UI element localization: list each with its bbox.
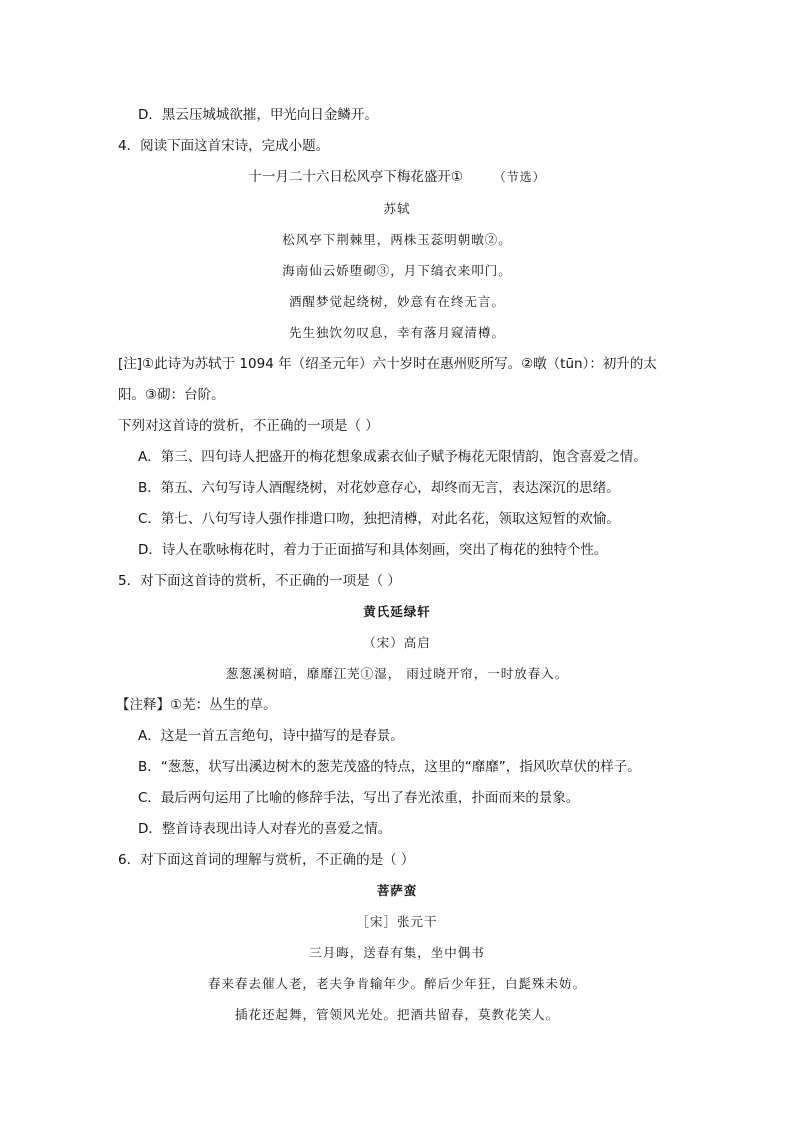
q5-note: 【注释】①芜：丛生的草。 bbox=[116, 697, 277, 713]
q4-option-c: C．第七、八句写诗人强作排遣口吻，独把清樽，对此名花，领取这短暂的欢愉。 bbox=[138, 511, 620, 527]
q4-poem-line-2: 海南仙云娇堕砌③，月下缟衣来叩门。 bbox=[282, 263, 512, 278]
q4-note-line-2: 阳。③砌：台阶。 bbox=[118, 387, 225, 403]
q4-note-line-1: [注]①此诗为苏轼于 1094 年（绍圣元年）六十岁时在惠州贬所写。②暾（tūn）：初升的太 bbox=[118, 356, 657, 372]
q6-preface: 三月晦，送春有集，坐中偶书 bbox=[309, 945, 485, 960]
q4-poem-line-3: 酒醒梦觉起绕树，妙意有在终无言。 bbox=[288, 294, 505, 309]
q6-author: ［宋］张元干 bbox=[356, 914, 438, 929]
q5-option-c: C．最后两句运用了比喻的修辞手法，写出了春光浓重，扑面而来的景象。 bbox=[138, 790, 580, 806]
q4-stem: 4．阅读下面这首宋诗，完成小题。 bbox=[118, 138, 330, 154]
q4-title-suffix: （节选） bbox=[493, 170, 546, 184]
q4-title-text: 十一月二十六日松风亭下梅花盛开① bbox=[248, 169, 463, 185]
q6-line-2: 插花还起舞，管领风光处。把酒共留春，莫教花笑人。 bbox=[234, 1007, 559, 1022]
q4-poem-line-1: 松风亭下荆棘里，两株玉蕊明朝暾②。 bbox=[282, 232, 512, 247]
q5-poem-text: 葱葱溪树暗，靡靡江芜①湿， 雨过晓开帘，一时放春入。 bbox=[225, 666, 569, 681]
q5-option-a: A．这是一首五言绝句，诗中描写的是春景。 bbox=[138, 728, 404, 744]
q5-stem: 5．对下面这首诗的赏析，不正确的一项是（ ） bbox=[118, 573, 401, 589]
q6-poem-title: 菩萨蛮 bbox=[376, 883, 418, 898]
q6-line-1: 春来春去催人老，老夫争肯输年少。醉后少年狂，白髭殊未妨。 bbox=[207, 976, 586, 991]
q4-poem-line-4: 先生独饮勿叹息，幸有落月窥清樽。 bbox=[288, 325, 505, 340]
q4-option-a: A．第三、四句诗人把盛开的梅花想象成素衣仙子赋予梅花无限情韵，饱含喜爱之情。 bbox=[138, 449, 647, 465]
q5-poem-title: 黄氏延绿轩 bbox=[363, 604, 431, 619]
q4-option-b: B．第五、六句写诗人酒醒绕树，对花妙意存心，却终而无言，表达深沉的思绪。 bbox=[138, 480, 620, 496]
q5-author: （宋）高启 bbox=[363, 635, 431, 650]
q3-option-d: D．黑云压城城欲摧，甲光向日金鳞开。 bbox=[138, 107, 378, 123]
q4-question: 下列对这首诗的赏析，不正确的一项是（ ） bbox=[118, 418, 379, 434]
q4-poem-title bbox=[0, 168, 794, 186]
q4-option-d: D．诗人在歌咏梅花时，着力于正面描写和具体刻画，突出了梅花的独特个性。 bbox=[138, 542, 608, 558]
q5-option-b: B．“葱葱，状写出溪边树木的葱芜茂盛的特点，这里的“靡靡”，指风吹草伏的样子。 bbox=[138, 759, 641, 775]
q5-option-d: D．整首诗表现出诗人对春光的喜爱之情。 bbox=[138, 821, 392, 837]
q4-author: 苏轼 bbox=[383, 201, 411, 216]
q6-stem: 6．对下面这首词的理解与赏析，不正确的是（ ） bbox=[118, 852, 415, 868]
